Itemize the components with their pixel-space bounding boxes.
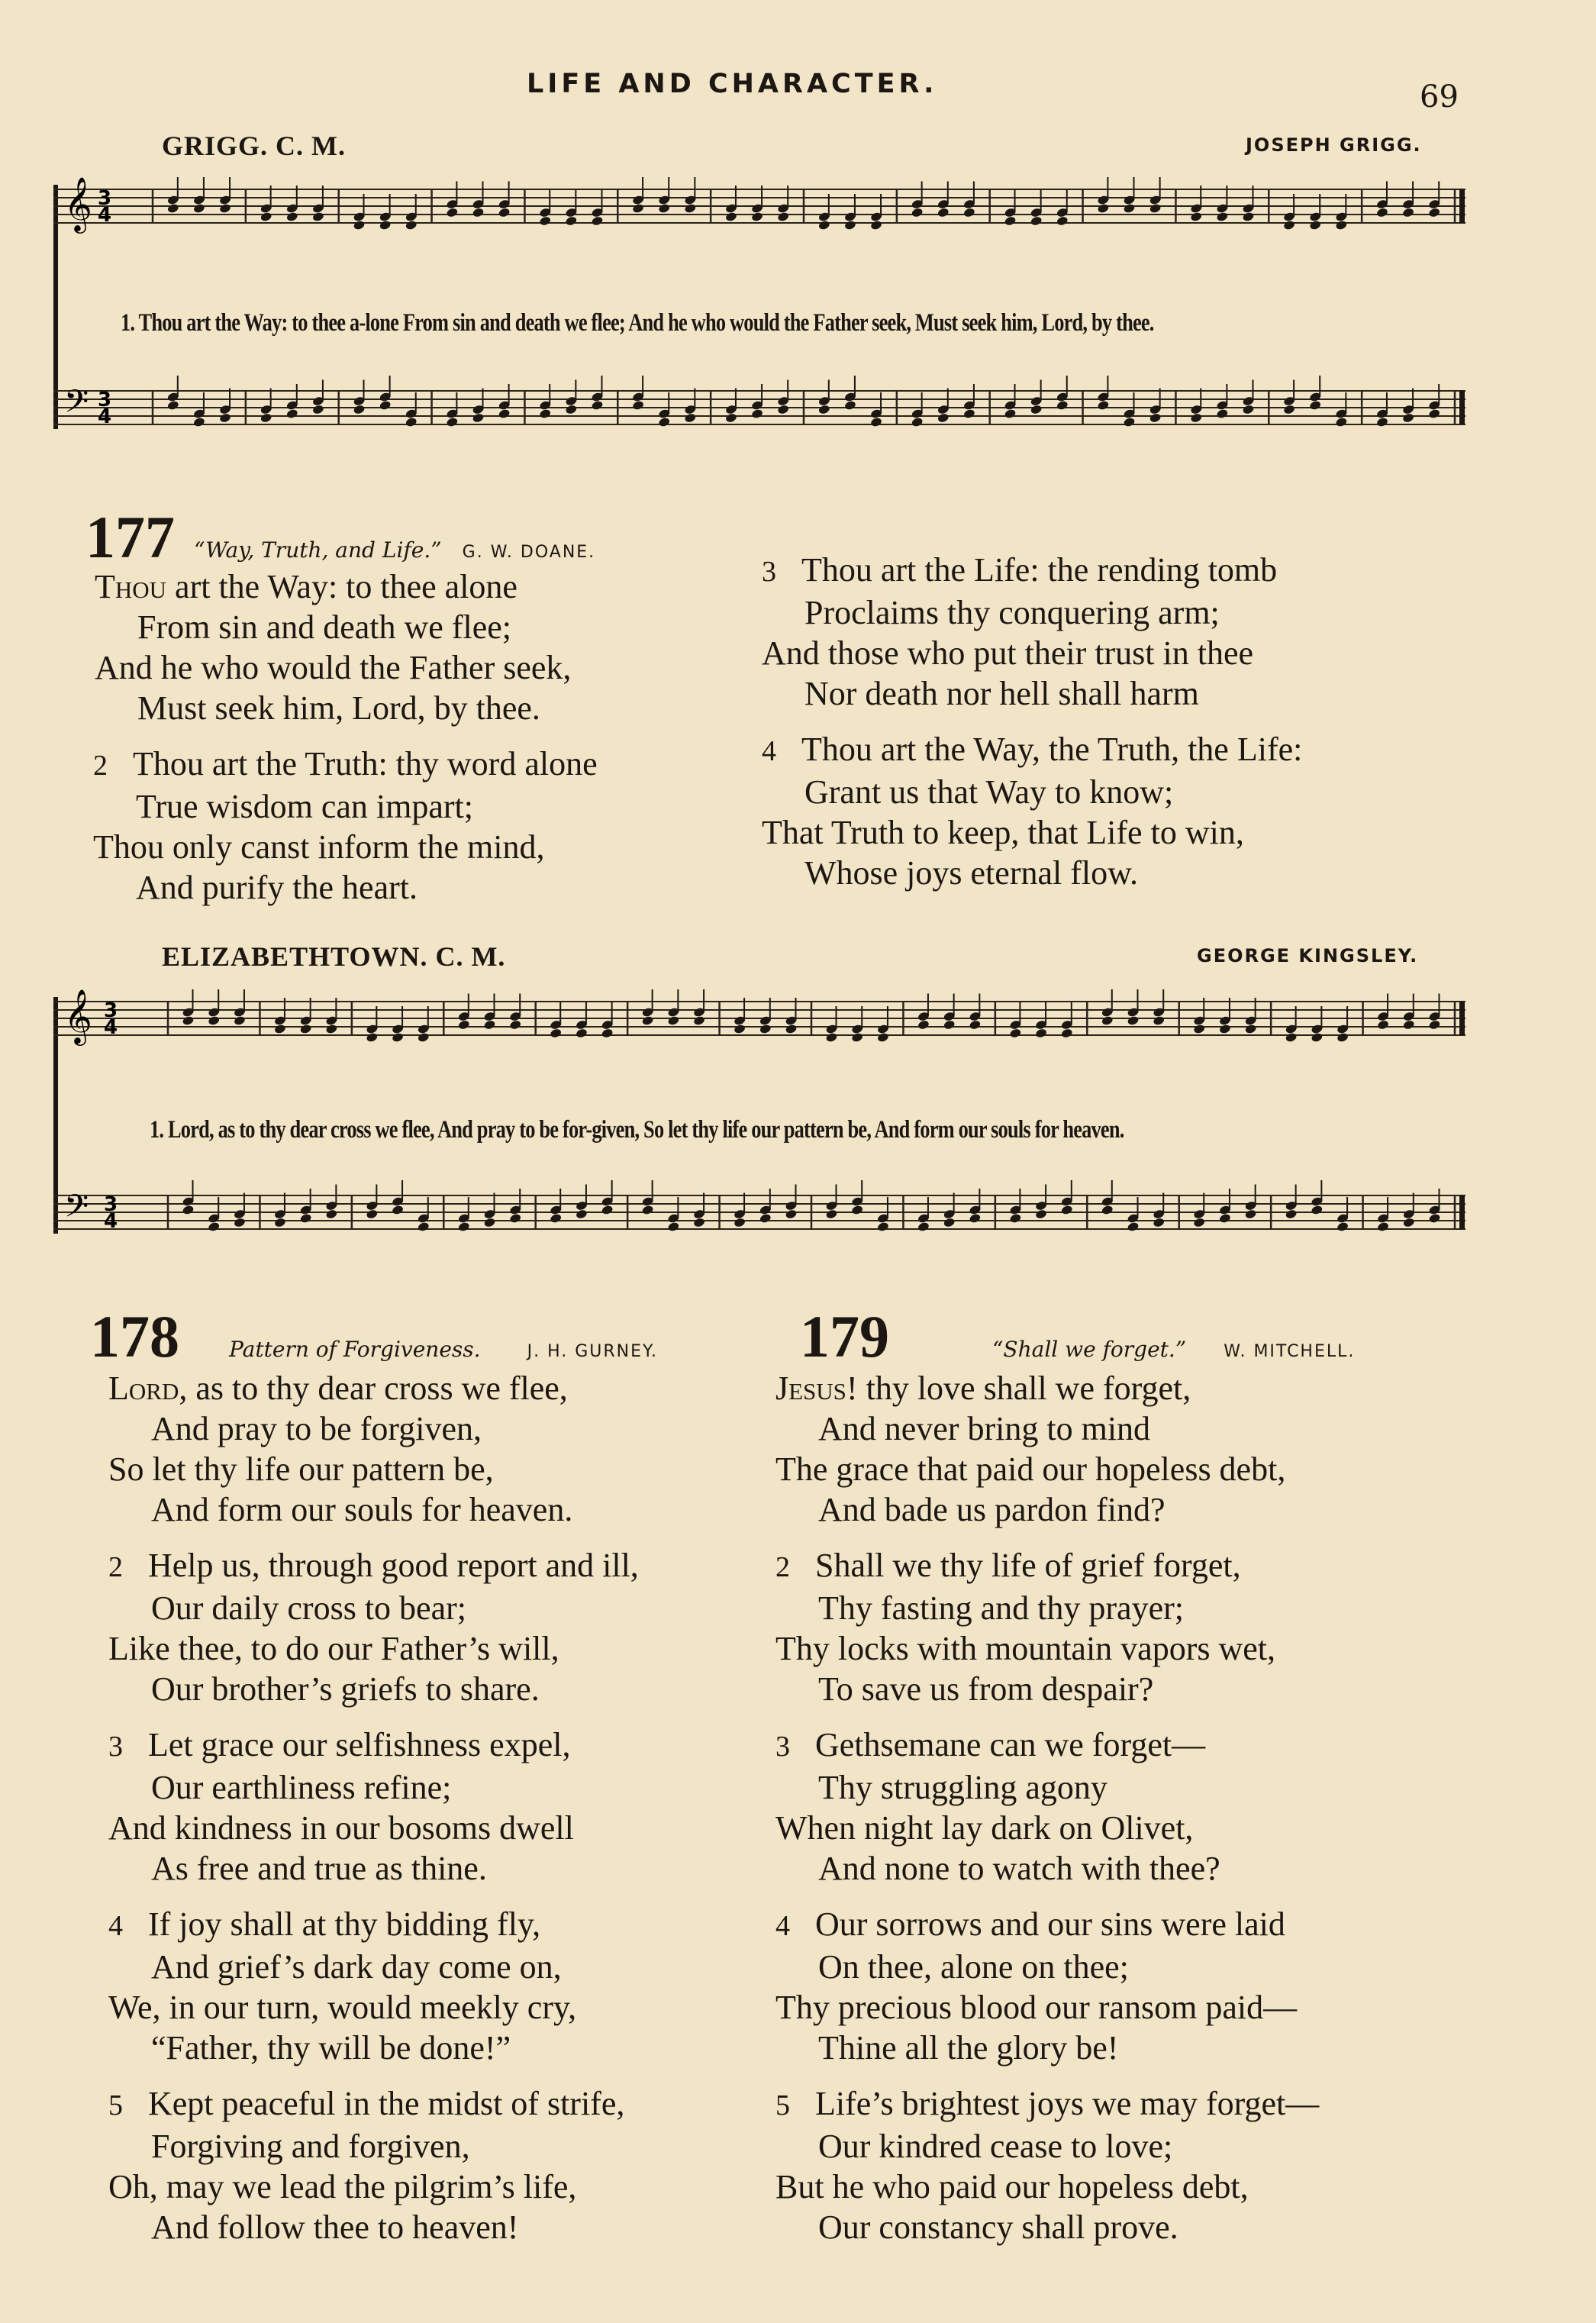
note-head bbox=[1285, 1208, 1298, 1219]
note-head bbox=[601, 1205, 614, 1215]
note-head bbox=[353, 404, 366, 415]
line: If joy shall at thy bidding fly, bbox=[148, 1905, 541, 1943]
final-bar bbox=[1459, 1195, 1465, 1229]
note-head bbox=[418, 1032, 430, 1043]
line: Life’s brightest joys we may forget— bbox=[815, 2085, 1320, 2122]
treble-clef: 𝄞 bbox=[64, 176, 92, 231]
note-head bbox=[777, 211, 790, 222]
note-head bbox=[1035, 1208, 1048, 1219]
system-bracket bbox=[53, 997, 58, 1234]
final-bar bbox=[1459, 189, 1465, 223]
note-head bbox=[274, 1217, 287, 1228]
note-head bbox=[1309, 220, 1322, 231]
note-head bbox=[1127, 1221, 1140, 1232]
note-head bbox=[498, 207, 511, 218]
line: That Truth to keep, that Life to win, bbox=[762, 814, 1244, 851]
note-head bbox=[751, 211, 764, 222]
note-head bbox=[260, 412, 272, 423]
note-head bbox=[963, 207, 976, 218]
note-head bbox=[1219, 1213, 1232, 1224]
note-head bbox=[693, 1217, 706, 1228]
hymn178-title: Pattern of Forgiveness. bbox=[229, 1337, 481, 1362]
note-head bbox=[312, 211, 325, 222]
note-head bbox=[818, 220, 831, 231]
note-head bbox=[392, 1205, 405, 1215]
line: Thou art the Life: the rending tomb bbox=[801, 551, 1278, 589]
note-head bbox=[182, 1015, 195, 1026]
hymn177-stanza-3 bbox=[762, 550, 1302, 714]
final-bar bbox=[1459, 391, 1465, 424]
note-head bbox=[539, 215, 552, 226]
note-head bbox=[844, 220, 857, 231]
hymn177-stanza-4 bbox=[762, 729, 1302, 893]
line: Help us, through good report and ill, bbox=[148, 1547, 639, 1584]
bass-clef: 𝄢 bbox=[64, 1188, 89, 1232]
line: Must seek him, Lord, by thee. bbox=[137, 689, 540, 727]
line: So let thy life our pattern be, bbox=[108, 1450, 494, 1488]
note-head bbox=[446, 417, 459, 427]
note-head bbox=[917, 1221, 930, 1232]
hymn179-title: “Shall we forget.” bbox=[992, 1337, 1187, 1362]
note-head bbox=[1149, 203, 1162, 214]
note-head bbox=[405, 417, 418, 427]
line: Thou art the Way, the Truth, the Life: bbox=[801, 731, 1303, 768]
note-head bbox=[818, 404, 831, 415]
note-head bbox=[1376, 207, 1389, 218]
line: True wisdom can impart; bbox=[136, 788, 473, 825]
note-head bbox=[1056, 400, 1069, 411]
note-head bbox=[1285, 1032, 1298, 1043]
note-head bbox=[1216, 211, 1229, 222]
verse-number: 4 bbox=[762, 735, 776, 767]
note-head bbox=[943, 1019, 956, 1030]
hymn178-stanza-5 bbox=[108, 2083, 639, 2247]
hymn177-author: G. W. DOANE. bbox=[462, 543, 596, 562]
verse-number: 2 bbox=[775, 1551, 790, 1583]
note-head bbox=[472, 207, 485, 218]
verse-number: 3 bbox=[775, 1731, 790, 1763]
line: And purify the heart. bbox=[136, 869, 418, 906]
hymn179-number: 179 bbox=[800, 1303, 889, 1370]
time-signature: 3 bbox=[104, 999, 118, 1022]
line: As free and true as thine. bbox=[151, 1850, 487, 1887]
line: Thy fasting and thy prayer; bbox=[818, 1589, 1184, 1627]
note-head bbox=[759, 1024, 772, 1034]
line: And none to watch with thee? bbox=[818, 1850, 1220, 1887]
note-head bbox=[641, 1205, 654, 1215]
note-head bbox=[693, 1015, 706, 1026]
note-head bbox=[917, 1019, 930, 1030]
verse-number: 3 bbox=[762, 556, 776, 588]
hymn179-stanza-1 bbox=[775, 1368, 1319, 1530]
note-head bbox=[684, 203, 697, 214]
note-head bbox=[299, 1213, 312, 1224]
note-head bbox=[1244, 1024, 1257, 1034]
line: The grace that paid our hopeless debt, bbox=[775, 1450, 1286, 1488]
hymn178-column bbox=[108, 1368, 639, 2263]
time-signature: 4 bbox=[104, 1210, 118, 1233]
note-head bbox=[167, 203, 180, 214]
note-head bbox=[1283, 220, 1296, 231]
note-head bbox=[208, 1221, 221, 1232]
line: “Father, thy will be done!” bbox=[151, 2029, 511, 2067]
note-head bbox=[1101, 1205, 1114, 1215]
hymn177-stanza-2 bbox=[93, 744, 598, 908]
note-head bbox=[734, 1217, 746, 1228]
line: Thou only canst inform the mind, bbox=[93, 828, 545, 866]
hymn179-stanza-3 bbox=[775, 1725, 1319, 1889]
note-head bbox=[734, 1024, 746, 1034]
line: Our kindred cease to love; bbox=[818, 2128, 1173, 2165]
note-head bbox=[274, 1024, 287, 1034]
note-head bbox=[1190, 211, 1203, 222]
line: And bade us pardon find? bbox=[818, 1491, 1166, 1528]
hymn177-col2 bbox=[762, 550, 1302, 908]
line: Forgiving and forgiven, bbox=[151, 2128, 470, 2165]
note-head bbox=[877, 1221, 890, 1232]
note-head bbox=[591, 215, 604, 226]
tune2-underlay: 1. Lord, as to thy dear cross we flee, And pray to be for-given, So let thy life our pattern be, And form our souls for heaven. bbox=[150, 1116, 1124, 1144]
line: Thy struggling agony bbox=[818, 1769, 1108, 1806]
note-head bbox=[1030, 404, 1043, 415]
line: Oh, may we lead the pilgrim’s life, bbox=[108, 2168, 577, 2205]
verse-number: 4 bbox=[775, 1910, 790, 1942]
note-head bbox=[1097, 203, 1110, 214]
note-head bbox=[498, 408, 511, 419]
hymn178-stanza-1 bbox=[108, 1368, 639, 1530]
note-head bbox=[641, 1015, 654, 1026]
line: From sin and death we flee; bbox=[137, 608, 511, 646]
note-head bbox=[1377, 1221, 1390, 1232]
note-head bbox=[825, 1032, 838, 1043]
verse-number: 2 bbox=[108, 1551, 123, 1583]
bass-clef: 𝄢 bbox=[64, 383, 89, 427]
note-head bbox=[658, 203, 671, 214]
line: Grant us that Way to know; bbox=[804, 773, 1174, 811]
note-head bbox=[1153, 1015, 1166, 1026]
line: Thy locks with mountain vapors wet, bbox=[775, 1630, 1276, 1667]
line: Kept peaceful in the midst of strife, bbox=[148, 2085, 625, 2122]
line: And follow thee to heaven! bbox=[151, 2208, 519, 2246]
note-head bbox=[1283, 404, 1296, 415]
line: Thine all the glory be! bbox=[818, 2029, 1119, 2067]
note-head bbox=[457, 1221, 470, 1232]
note-head bbox=[969, 1019, 982, 1030]
note-head bbox=[684, 412, 697, 423]
note-head bbox=[260, 211, 272, 222]
note-head bbox=[208, 1015, 221, 1026]
line: Nor death nor hell shall harm bbox=[804, 675, 1199, 712]
note-head bbox=[457, 1019, 470, 1030]
note-head bbox=[1335, 417, 1348, 427]
note-head bbox=[851, 1205, 864, 1215]
note-head bbox=[285, 408, 298, 419]
note-head bbox=[550, 1213, 563, 1224]
note-head bbox=[1193, 1217, 1206, 1228]
line: And pray to be forgiven, bbox=[151, 1410, 482, 1447]
note-head bbox=[937, 412, 950, 423]
note-head bbox=[1097, 400, 1110, 411]
note-head bbox=[1244, 1208, 1257, 1219]
hymn178-number: 178 bbox=[90, 1303, 179, 1370]
note-head bbox=[1101, 1015, 1114, 1026]
note-head bbox=[1004, 408, 1017, 419]
treble-clef: 𝄞 bbox=[64, 988, 92, 1044]
note-head bbox=[1377, 1019, 1390, 1030]
note-head bbox=[1127, 1015, 1140, 1026]
note-head bbox=[1242, 211, 1255, 222]
tune2-composer: GEORGE KINGSLEY. bbox=[1197, 945, 1419, 966]
note-head bbox=[234, 1015, 247, 1026]
final-bar bbox=[1459, 1002, 1465, 1035]
hymn177-title: “Way, Truth, and Life.” bbox=[194, 537, 442, 563]
line: ! thy love shall we forget, bbox=[846, 1370, 1191, 1407]
note-head bbox=[1061, 1205, 1074, 1215]
note-head bbox=[1428, 1019, 1441, 1030]
note-head bbox=[1402, 207, 1415, 218]
line: And grief’s dark day come on, bbox=[151, 1948, 562, 1986]
note-head bbox=[870, 220, 883, 231]
note-head bbox=[167, 400, 180, 411]
note-head bbox=[1035, 1028, 1048, 1038]
verse-number: 5 bbox=[108, 2089, 123, 2121]
verse-number: 4 bbox=[108, 1910, 123, 1942]
hymn178-stanza-2 bbox=[108, 1545, 639, 1709]
note-head bbox=[825, 1208, 838, 1219]
note-head bbox=[509, 1213, 522, 1224]
hymn177-number: 177 bbox=[85, 504, 175, 570]
note-head bbox=[870, 417, 883, 427]
tune1-composer: JOSEPH GRIGG. bbox=[1246, 134, 1422, 156]
line: Like thee, to do our Father’s will, bbox=[108, 1630, 559, 1667]
line: And never bring to mind bbox=[818, 1410, 1151, 1447]
line: Whose joys eternal flow. bbox=[804, 854, 1139, 892]
note-head bbox=[1335, 220, 1348, 231]
time-signature: 4 bbox=[104, 1016, 118, 1039]
note-head bbox=[667, 1221, 680, 1232]
note-head bbox=[405, 220, 418, 231]
line: And he who would the Father seek, bbox=[95, 649, 572, 686]
note-head bbox=[379, 400, 392, 411]
line: And kindness in our bosoms dwell bbox=[108, 1809, 574, 1847]
hymn179-stanza-5 bbox=[775, 2083, 1319, 2247]
note-head bbox=[1190, 412, 1203, 423]
note-head bbox=[1030, 215, 1043, 226]
note-head bbox=[234, 1217, 247, 1228]
hymn179-author: W. MITCHELL. bbox=[1224, 1342, 1356, 1361]
note-head bbox=[1428, 408, 1441, 419]
note-head bbox=[1153, 1217, 1166, 1228]
note-head bbox=[1009, 1028, 1022, 1038]
time-signature: 4 bbox=[98, 204, 112, 227]
hymn178-stanza-3 bbox=[108, 1725, 639, 1889]
tune1-underlay: 1. Thou art the Way: to thee a-lone From sin and death we flee; And he who would the Father seek, Must seek him, Lord, by thee. bbox=[121, 309, 1154, 337]
note-head bbox=[1376, 417, 1389, 427]
hymn179-stanza-4 bbox=[775, 1904, 1319, 2068]
note-head bbox=[725, 412, 738, 423]
note-head bbox=[759, 1213, 772, 1224]
note-head bbox=[1242, 404, 1255, 415]
line: On thee, alone on thee; bbox=[818, 1948, 1129, 1986]
line: Our sorrows and our sins were laid bbox=[815, 1905, 1285, 1943]
note-head bbox=[785, 1024, 798, 1034]
note-head bbox=[1123, 417, 1136, 427]
note-head bbox=[509, 1019, 522, 1030]
note-head bbox=[1004, 215, 1017, 226]
note-head bbox=[1311, 1205, 1324, 1215]
line: Thy precious blood our ransom paid— bbox=[775, 1989, 1298, 2026]
note-head bbox=[219, 203, 232, 214]
note-head bbox=[472, 412, 485, 423]
line: We, in our turn, would meekly cry, bbox=[108, 1989, 577, 2026]
note-head bbox=[658, 417, 671, 427]
note-head bbox=[877, 1032, 890, 1043]
note-head bbox=[1061, 1028, 1074, 1038]
note-head bbox=[366, 1032, 379, 1043]
verse-number: 2 bbox=[93, 750, 108, 782]
hymn178-author: J. H. GURNEY. bbox=[527, 1342, 659, 1361]
note-head bbox=[366, 1208, 379, 1219]
note-head bbox=[193, 203, 206, 214]
line: Shall we thy life of grief forget, bbox=[815, 1547, 1241, 1584]
first-word: Thou bbox=[95, 568, 167, 605]
note-head bbox=[851, 1032, 864, 1043]
note-head bbox=[565, 215, 578, 226]
note-head bbox=[911, 207, 924, 218]
note-head bbox=[943, 1217, 956, 1228]
time-signature: 4 bbox=[98, 405, 112, 428]
verse-number: 3 bbox=[108, 1731, 123, 1763]
note-head bbox=[1309, 400, 1322, 411]
note-head bbox=[591, 400, 604, 411]
note-head bbox=[632, 203, 645, 214]
note-head bbox=[1336, 1032, 1349, 1043]
line: Our brother’s griefs to share. bbox=[151, 1670, 540, 1708]
note-head bbox=[325, 1208, 338, 1219]
note-head bbox=[1428, 1213, 1441, 1224]
note-head bbox=[667, 1015, 680, 1026]
note-head bbox=[446, 207, 459, 218]
note-head bbox=[312, 404, 325, 415]
note-head bbox=[576, 1208, 588, 1219]
note-head bbox=[911, 417, 924, 427]
line: And form our souls for heaven. bbox=[151, 1491, 573, 1528]
line: Thou art the Truth: thy word alone bbox=[133, 745, 598, 782]
note-head bbox=[299, 1024, 312, 1034]
note-head bbox=[601, 1028, 614, 1038]
hymn179-header bbox=[800, 1303, 1356, 1370]
note-head bbox=[392, 1032, 405, 1043]
note-head bbox=[969, 1213, 982, 1224]
line: Our daily cross to bear; bbox=[151, 1589, 466, 1627]
line: art the Way: to thee alone bbox=[166, 568, 517, 605]
line: But he who paid our hopeless debt, bbox=[775, 2168, 1249, 2205]
note-head bbox=[483, 1019, 496, 1030]
time-signature: 3 bbox=[104, 1193, 118, 1216]
page-number: 69 bbox=[1420, 79, 1459, 115]
note-head bbox=[777, 404, 790, 415]
note-head bbox=[182, 1205, 195, 1215]
line: To save us from despair? bbox=[818, 1670, 1154, 1708]
note-head bbox=[576, 1028, 588, 1038]
hymn179-column bbox=[775, 1368, 1319, 2263]
note-head bbox=[1311, 1032, 1324, 1043]
line: When night lay dark on Olivet, bbox=[775, 1809, 1194, 1847]
note-head bbox=[1149, 412, 1162, 423]
hymn179-stanza-2 bbox=[775, 1545, 1319, 1709]
note-head bbox=[1123, 203, 1136, 214]
line: Our constancy shall prove. bbox=[818, 2208, 1178, 2246]
line: And those who put their trust in thee bbox=[762, 634, 1254, 672]
note-head bbox=[1193, 1024, 1206, 1034]
note-head bbox=[1336, 1221, 1349, 1232]
tune2-name: ELIZABETHTOWN. C. M. bbox=[162, 941, 506, 972]
tune1-name: GRIGG. C. M. bbox=[162, 131, 346, 161]
note-head bbox=[418, 1221, 430, 1232]
note-head bbox=[1216, 408, 1229, 419]
note-head bbox=[483, 1217, 496, 1228]
note-head bbox=[751, 408, 764, 419]
note-head bbox=[725, 211, 738, 222]
first-word: Jesus bbox=[775, 1370, 846, 1407]
note-head bbox=[379, 220, 392, 231]
note-head bbox=[1402, 1019, 1415, 1030]
note-head bbox=[550, 1028, 563, 1038]
note-head bbox=[539, 408, 552, 419]
note-head bbox=[632, 400, 645, 411]
note-head bbox=[1402, 412, 1415, 423]
note-head bbox=[285, 211, 298, 222]
note-head bbox=[1009, 1213, 1022, 1224]
note-head bbox=[219, 412, 232, 423]
line: Gethsemane can we forget— bbox=[815, 1726, 1206, 1763]
verse-number: 5 bbox=[775, 2089, 790, 2121]
hymn177-header bbox=[85, 504, 596, 570]
note-head bbox=[325, 1024, 338, 1034]
note-head bbox=[785, 1208, 798, 1219]
line: Our earthliness refine; bbox=[151, 1769, 452, 1806]
hymn178-header bbox=[90, 1303, 659, 1370]
line: , as to thy dear cross we flee, bbox=[179, 1370, 568, 1407]
running-head: LIFE AND CHARACTER. bbox=[527, 69, 938, 99]
note-head bbox=[565, 404, 578, 415]
note-head bbox=[1402, 1217, 1415, 1228]
note-head bbox=[937, 207, 950, 218]
note-head bbox=[963, 408, 976, 419]
note-head bbox=[1056, 215, 1069, 226]
hymn178-stanza-4 bbox=[108, 1904, 639, 2068]
note-head bbox=[353, 220, 366, 231]
time-signature: 3 bbox=[98, 389, 112, 411]
line: Proclaims thy conquering arm; bbox=[804, 594, 1220, 631]
first-word: Lord bbox=[108, 1370, 179, 1407]
system-bracket bbox=[53, 185, 58, 429]
line: Let grace our selfishness expel, bbox=[148, 1726, 571, 1763]
note-head bbox=[1428, 207, 1441, 218]
note-head bbox=[193, 417, 206, 427]
hymn177-col1 bbox=[95, 566, 598, 923]
note-head bbox=[844, 400, 857, 411]
time-signature: 3 bbox=[98, 187, 112, 210]
note-head bbox=[1219, 1024, 1232, 1034]
hymn177-stanza-1 bbox=[95, 566, 598, 728]
